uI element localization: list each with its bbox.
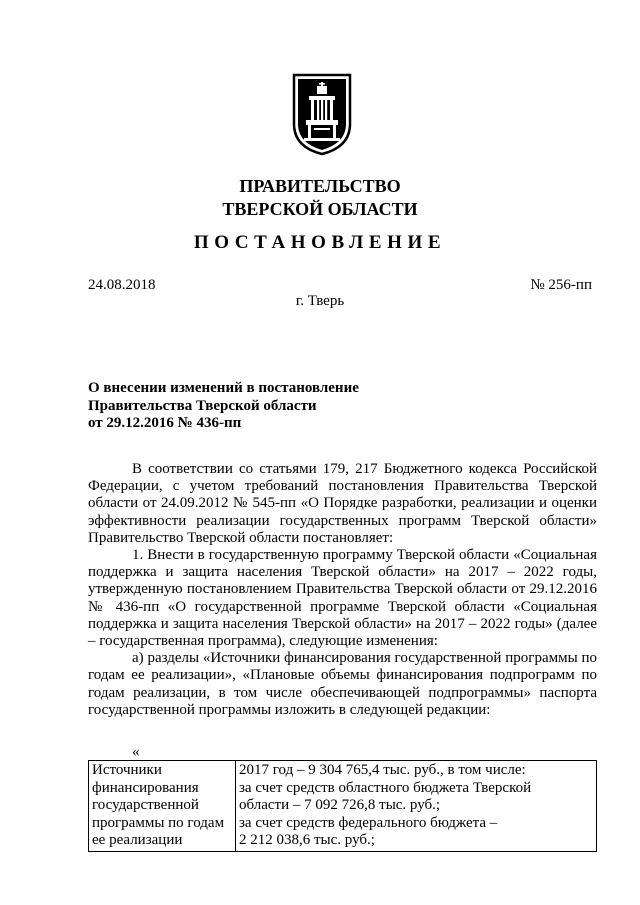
table-value-cell bbox=[236, 761, 597, 852]
table-label-line: Источники bbox=[92, 762, 162, 778]
document-number: № 256-пп bbox=[530, 277, 592, 293]
document-body bbox=[88, 461, 597, 719]
table-label-line: государственной bbox=[92, 797, 199, 814]
government-title-line2: ТВЕРСКОЙ ОБЛАСТИ bbox=[222, 199, 418, 219]
table-label-line: ее реализации bbox=[92, 832, 183, 849]
open-quote-mark: « bbox=[132, 744, 140, 760]
table-value-line: области – 7 092 726,8 тыс. руб.; bbox=[239, 797, 441, 814]
document-date: 24.08.2018 bbox=[88, 277, 156, 293]
subject-line: от 29.12.2016 № 436-пп bbox=[88, 415, 242, 431]
table-value-line: 2017 год – 9 304 765,4 тыс. руб., в том числе: bbox=[239, 762, 526, 778]
subject-line: О внесении изменений в постановление bbox=[88, 380, 359, 396]
body-paragraph: В соответствии со статьями 179, 217 Бюджетного кодекса Российской Федерации, с учетом требований постановления Правительства Тверской области от 24.09.2012 № 545-пп «О Порядке разработки, реализации и оценки эффективности реализации государственных программ Тверской области» Правительство Тверской области постановляет: bbox=[88, 461, 597, 546]
table-value-line: за счет средств федерального бюджета – bbox=[239, 814, 498, 831]
document-city: г. Тверь bbox=[295, 293, 345, 309]
table-row bbox=[89, 761, 597, 852]
financing-table bbox=[88, 760, 597, 852]
document-type-heading: ПОСТАНОВЛЕНИЕ bbox=[193, 232, 447, 253]
table-label-line: программы по годам bbox=[92, 814, 225, 831]
subject-line: Правительства Тверской области bbox=[88, 397, 317, 414]
table-label-line: финансирования bbox=[92, 779, 199, 796]
table-value-line: 2 212 038,6 тыс. руб.; bbox=[239, 832, 375, 849]
table-label-cell bbox=[89, 761, 236, 852]
tver-coat-of-arms-icon bbox=[291, 72, 353, 156]
government-title-line1: ПРАВИТЕЛЬСТВО bbox=[239, 176, 401, 196]
body-paragraph: 1. Внести в государственную программу Тверской области «Социальная поддержка и защита населения Тверской области» на 2017 – 2022 годы, утвержденную постановлением Правительства Тверской области от 29.12.2016 № 436-пп «О государственной программе Тверской области «Социальная поддержка и защита населения Тверской области» на 2017 – 2022 годы» (далее – государственная программа), следующие изменения: bbox=[88, 547, 597, 650]
table-value-line: за счет средств областного бюджета Тверской bbox=[239, 779, 532, 796]
body-paragraph: а) разделы «Источники финансирования государственной программы по годам ее реализации», «Плановые объемы финансирования подпрограмм по годам реализации, в том числе обеспечивающей подпрограммы» паспорта государственной программы изложить в следующей редакции: bbox=[88, 650, 597, 718]
document-subject bbox=[88, 380, 359, 433]
